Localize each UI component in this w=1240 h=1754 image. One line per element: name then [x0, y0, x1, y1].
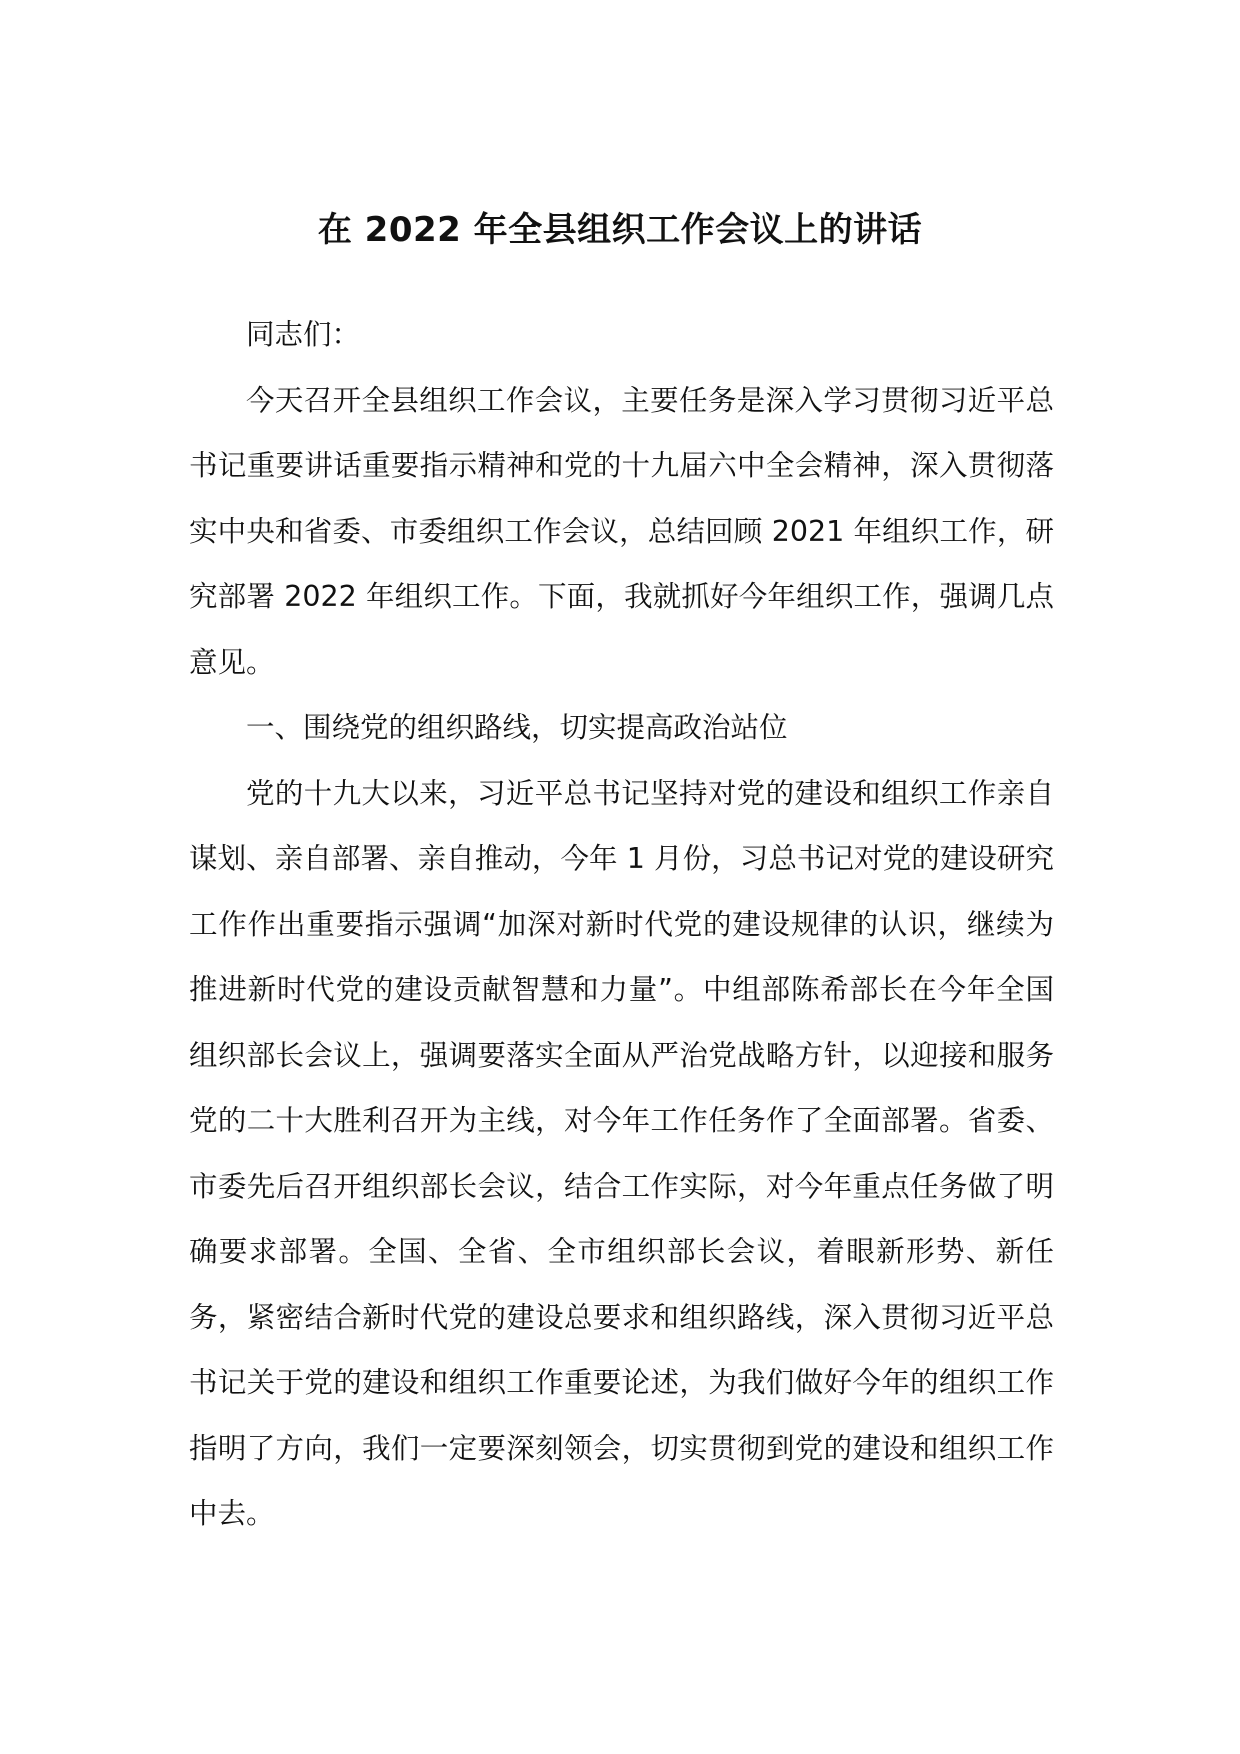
- section-heading: 一、围绕党的组织路线，切实提高政治站位: [246, 711, 788, 744]
- paragraph-intro: 今天召开全县组织工作会议，主要任务是深入学习贯彻习近平总书记重要讲话重要指示精神和党的十九届六中全会精神，深入贯彻落实中央和省委、市委组织工作会议，总结回顾 2021 年组织工作，研究部署 2022 年组织工作。下面，我就抓好今年组织工作，强调几点意见。: [189, 383, 1054, 679]
- document-body: [189, 302, 1054, 1547]
- paragraph-section-one: 党的十九大以来，习近平总书记坚持对党的建设和组织工作亲自谋划、亲自部署、亲自推动，今年 1 月份，习总书记对党的建设研究工作作出重要指示强调“加深对新时代党的建设规律的认识，继续为推进新时代党的建设贡献智慧和力量”。中组部陈希部长在今年全国组织部长会议上，强调要落实全面从严治党战略方针，以迎接和服务党的二十大胜利召开为主线，对今年工作任务作了全面部署。省委、市委先后召开组织部长会议，结合工作实际，对今年重点任务做了明确要求部署。全国、全省、全市组织部长会议，着眼新形势、新任务，紧密结合新时代党的建设总要求和组织路线，深入贯彻习近平总书记关于党的建设和组织工作重要论述，为我们做好今年的组织工作指明了方向，我们一定要深刻领会，切实贯彻到党的建设和组织工作中去。: [189, 776, 1054, 1530]
- salutation: 同志们：: [246, 318, 361, 351]
- document-title: 在 2022 年全县组织工作会议上的讲话: [317, 210, 923, 250]
